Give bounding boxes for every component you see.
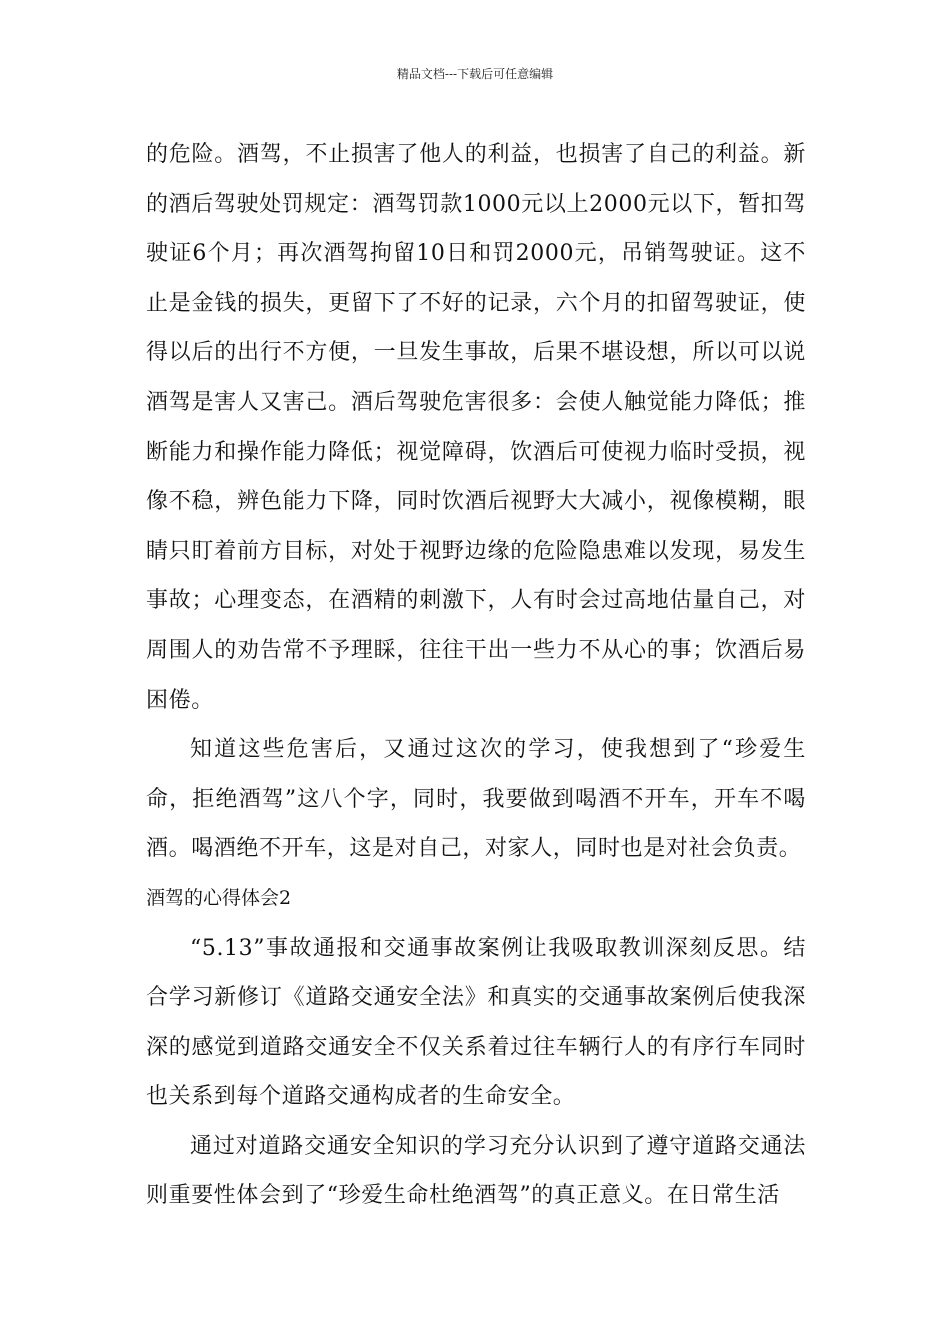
paragraph-drunk-driving-dangers: 的危险。酒驾，不止损害了他人的利益，也损害了自己的利益。新的酒后驾驶处罚规定：酒驾罚款1000元以上2000元以下，暂扣驾驶证6个月；再次酒驾拘留10日和罚2000元，吊销驾驶证。这不止是金钱的损失，更留下了不好的记录，六个月的扣留驾驶证，使得以后的出行不方便，一旦发生事故，后果不堪设想，所以可以说酒驾是害人又害己。酒后驾驶危害很多：会使人触觉能力降低；推断能力和操作能力降低；视觉障碍，饮酒后可使视力临时受损，视像不稳，辨色能力下降，同时饮酒后视野大大减小，视像模糊，眼睛只盯着前方目标，对处于视野边缘的危险隐患难以发现，易发生事故；心理变态，在酒精的刺激下，人有时会过高地估量自己，对周围人的劝告常不予理睬，往往干出一些力不从心的事；饮酒后易困倦。 — [146, 142, 806, 713]
paragraph-traffic-law: 通过对道路交通安全知识的学习充分认识到了遵守道路交通法则重要性体会到了“珍爱生命杜绝酒驾”的真正意义。在日常生活 — [146, 1133, 806, 1209]
document-body — [146, 130, 806, 1221]
section-heading: 酒驾的心得体会2 — [146, 886, 292, 909]
page-header: 精品文档---下载后可任意编辑 — [396, 67, 554, 81]
paragraph-accident-report: “5.13”事故通报和交通事故案例让我吸取教训深刻反思。结合学习新修订《道路交通安全法》和真实的交通事故案例后使我深深的感觉到道路交通安全不仅关系着过往车辆行人的有序行车同时也关系到每个道路交通构成者的生命安全。 — [146, 935, 806, 1110]
paragraph-pledge: 知道这些危害后，又通过这次的学习，使我想到了“珍爱生命，拒绝酒驾”这八个字，同时，我要做到喝酒不开车，开车不喝酒。喝酒绝不开车，这是对自己，对家人，同时也是对社会负责。 — [146, 737, 806, 862]
